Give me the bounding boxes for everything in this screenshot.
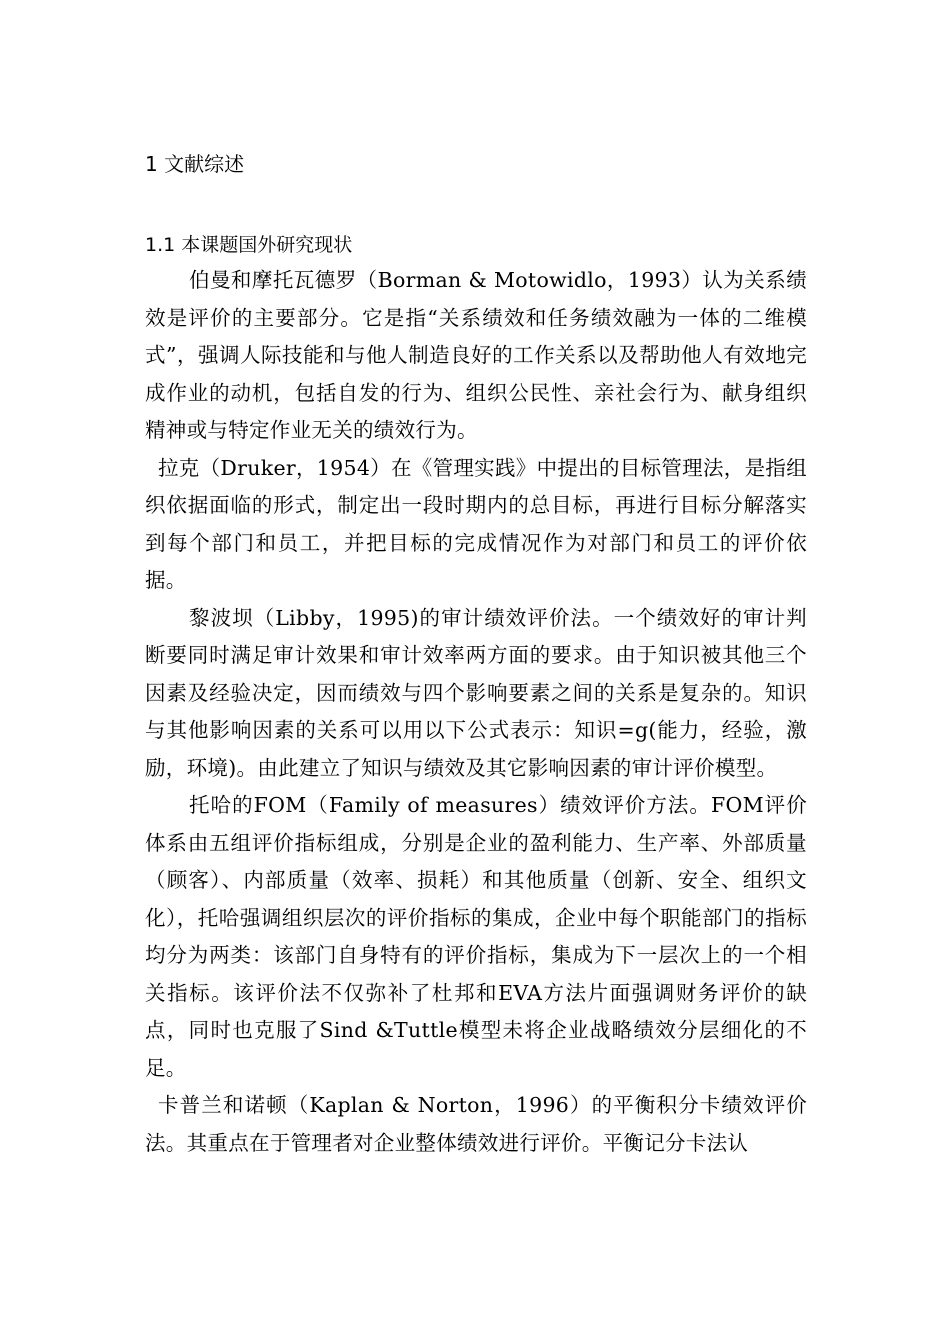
paragraph-kaplan-norton: 卡普兰和诺顿（Kaplan & Norton，1996）的平衡积分卡绩效评价法。其重点在于管理者对企业整体绩效进行评价。平衡记分卡法认 — [145, 1093, 807, 1155]
paragraph-fom: 托哈的FOM（Family of measures）绩效评价方法。FOM评价体系由五组评价指标组成，分别是企业的盈利能力、生产率、外部质量（顾客）、内部质量（效率、损耗）和其他质量（创新、安全、组织文化），托哈强调组织层次的评价指标的集成，企业中每个职能部门的指标均分为两类：该部门自身特有的评价指标，集成为下一层次上的一个相关指标。该评价法不仅弥补了杜邦和EVA方法片面强调财务评价的缺点，同时也克服了Sind &Tuttle模型未将企业战略绩效分层细化的不足。 — [145, 793, 807, 1080]
paragraph-borman-motowidlo: 伯曼和摩托瓦德罗（Borman & Motowidlo，1993）认为关系绩效是评价的主要部分。它是指“关系绩效和任务绩效融为一体的二维模式”，强调人际技能和与他人制造良好的工作关系以及帮助他人有效地完成作业的动机，包括自发的行为、组织公民性、亲社会行为、献身组织精神或与特定作业无关的绩效行为。 — [145, 268, 807, 442]
subsection-title: 1.1 本课题国外研究现状 — [145, 234, 353, 256]
section-title: 1 文献综述 — [145, 152, 245, 176]
document-body — [145, 147, 807, 1162]
paragraph-libby: 黎波坝（Libby，1995)的审计绩效评价法。一个绩效好的审计判断要同时满足审计效果和审计效率两方面的要求。由于知识被其他三个因素及经验决定，因而绩效与四个影响要素之间的关系是复杂的。知识与其他影响因素的关系可以用以下公式表示：知识=g(能力，经验，激励，环境)。由此建立了知识与绩效及其它影响因素的审计评价模型。 — [145, 605, 807, 780]
paragraph-druker: 拉克（Druker，1954）在《管理实践》中提出的目标管理法，是指组织依据面临的形式，制定出一段时期内的总目标，再进行目标分解落实到每个部门和员工，并把目标的完成情况作为对部门和员工的评价依据。 — [145, 455, 807, 592]
